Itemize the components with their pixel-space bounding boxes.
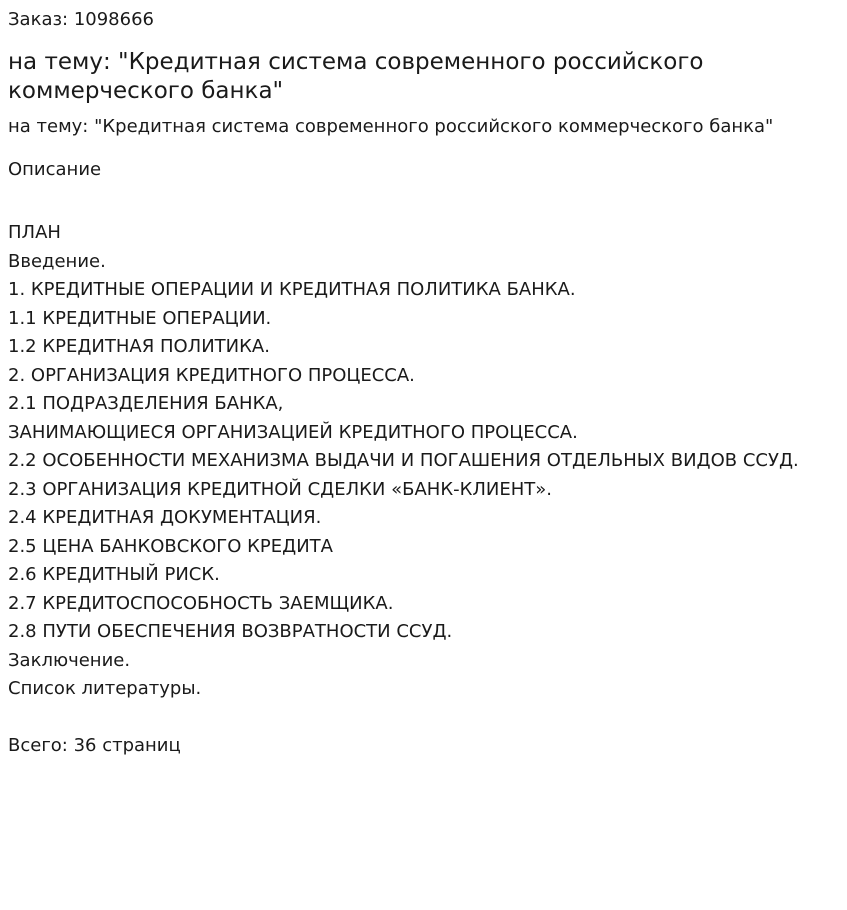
plan-item: 2.5 ЦЕНА БАНКОВСКОГО КРЕДИТА <box>8 535 333 557</box>
order-number: Заказ: 1098666 <box>8 9 154 30</box>
total-pages: Всего: 36 страниц <box>8 734 181 756</box>
plan-item: 1.2 КРЕДИТНАЯ ПОЛИТИКА. <box>8 336 270 357</box>
plan-list <box>8 219 839 704</box>
plan-item: 2.1 ПОДРАЗДЕЛЕНИЯ БАНКА, <box>8 393 284 414</box>
plan-heading: ПЛАН <box>8 222 61 243</box>
page-subtitle: на тему: "Кредитная система современного российского коммерческого банка" <box>8 116 774 137</box>
plan-item: 2.2 ОСОБЕННОСТИ МЕХАНИЗМА ВЫДАЧИ И ПОГАШЕНИЯ ОТДЕЛЬНЫХ ВИДОВ ССУД. <box>8 450 799 471</box>
plan-item: 2.4 КРЕДИТНАЯ ДОКУМЕНТАЦИЯ. <box>8 507 322 528</box>
plan-item: 2.6 КРЕДИТНЫЙ РИСК. <box>8 564 220 585</box>
document-page <box>8 8 839 760</box>
plan-item: 2.7 КРЕДИТОСПОСОБНОСТЬ ЗАЕМЩИКА. <box>8 592 394 614</box>
plan-item: Заключение. <box>8 649 131 671</box>
plan-item: ЗАНИМАЮЩИЕСЯ ОРГАНИЗАЦИЕЙ КРЕДИТНОГО ПРОЦЕССА. <box>8 421 578 443</box>
page-title: на тему: "Кредитная система современного российского коммерческого банка" <box>8 49 704 104</box>
plan-item: 2. ОРГАНИЗАЦИЯ КРЕДИТНОГО ПРОЦЕССА. <box>8 364 415 386</box>
plan-item: 2.8 ПУТИ ОБЕСПЕЧЕНИЯ ВОЗВРАТНОСТИ ССУД. <box>8 621 453 642</box>
description-label: Описание <box>8 159 102 180</box>
plan-item: Список литературы. <box>8 678 202 699</box>
plan-item: 2.3 ОРГАНИЗАЦИЯ КРЕДИТНОЙ СДЕЛКИ «БАНК-КЛИЕНТ». <box>8 478 553 500</box>
plan-item: 1.1 КРЕДИТНЫЕ ОПЕРАЦИИ. <box>8 307 272 329</box>
plan-item: Введение. <box>8 250 106 272</box>
plan-item: 1. КРЕДИТНЫЕ ОПЕРАЦИИ И КРЕДИТНАЯ ПОЛИТИКА БАНКА. <box>8 279 576 300</box>
